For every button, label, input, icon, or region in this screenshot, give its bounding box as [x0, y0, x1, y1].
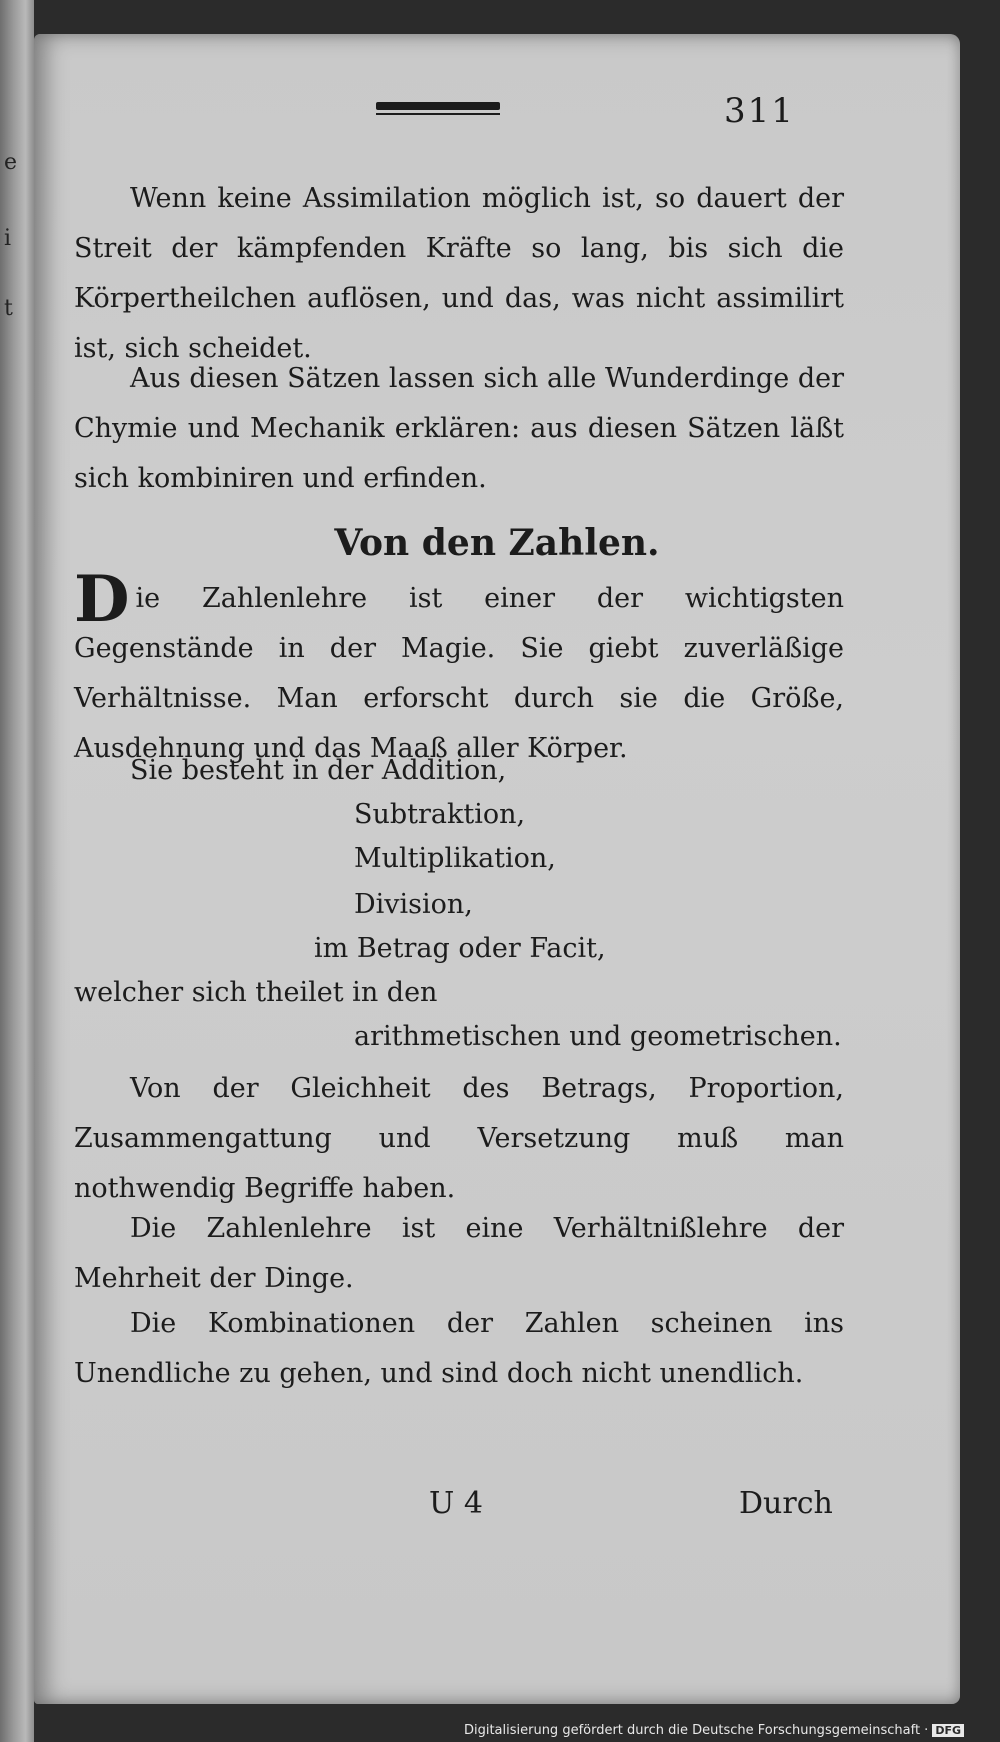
result-split-items: arithmetischen und geometrischen.: [354, 1021, 842, 1052]
result-split-lead: welcher sich theilet in den: [74, 977, 438, 1008]
signature-mark: U 4: [429, 1486, 483, 1521]
left-page-mark: i: [4, 226, 12, 251]
credit-text: Digitalisierung gefördert durch die Deutsche Forschungsgemeinschaft ·: [463, 1723, 929, 1738]
left-page-mark: e: [4, 150, 18, 175]
operations-result: im Betrag oder Facit,: [314, 933, 606, 964]
header-rule: [376, 102, 500, 110]
left-page-edge: [0, 0, 34, 1742]
operation-item: Subtraktion,: [354, 799, 526, 830]
digitization-credit: [464, 1723, 964, 1738]
dfg-logo: DFG: [932, 1724, 964, 1737]
operations-list-lead: Sie besteht in der Addition,: [130, 755, 507, 786]
operation-item: Division,: [354, 889, 473, 920]
paragraph-zahlenlehre-intro: [74, 562, 844, 774]
operation-item: Multiplikation,: [354, 843, 556, 874]
drop-capital: D: [74, 562, 130, 637]
paragraph-kombinationen: Die Kombinationen der Zahlen scheinen ins Unendliche zu gehen, und sind doch nicht unendlich.: [74, 1308, 844, 1389]
paragraph-verhaeltnisslehre: Die Zahlenlehre ist eine Verhältnißlehre der Mehrheit der Dinge.: [74, 1213, 844, 1294]
catchword: Durch: [739, 1486, 833, 1521]
left-page-mark: t: [4, 296, 13, 321]
intro-text: ie Zahlenlehre ist einer der wichtigsten Gegenstände in der Magie. Sie giebt zuverläßige Verhältnisse. Man erforscht durch sie die Größe, Ausdehnung und das Maaß aller Körper.: [74, 583, 844, 764]
page-number: 311: [724, 91, 795, 131]
paragraph-assimilation: Wenn keine Assimilation möglich ist, so dauert der Streit der kämpfenden Kräfte so lang, bis sich die Körpertheilchen auflösen, und das, was nicht assimilirt ist, sich scheidet.: [74, 183, 844, 364]
right-page: [34, 34, 960, 1704]
paragraph-gleichheit: Von der Gleichheit des Betrags, Proportion, Zusammengattung und Versetzung muß man nothwendig Begriffe haben.: [74, 1073, 844, 1204]
paragraph-wunderdinge: Aus diesen Sätzen lassen sich alle Wunderdinge der Chymie und Mechanik erklären: aus diesen Sätzen läßt sich kombiniren und erfinden.: [74, 363, 844, 494]
section-heading: Von den Zahlen.: [334, 522, 660, 564]
